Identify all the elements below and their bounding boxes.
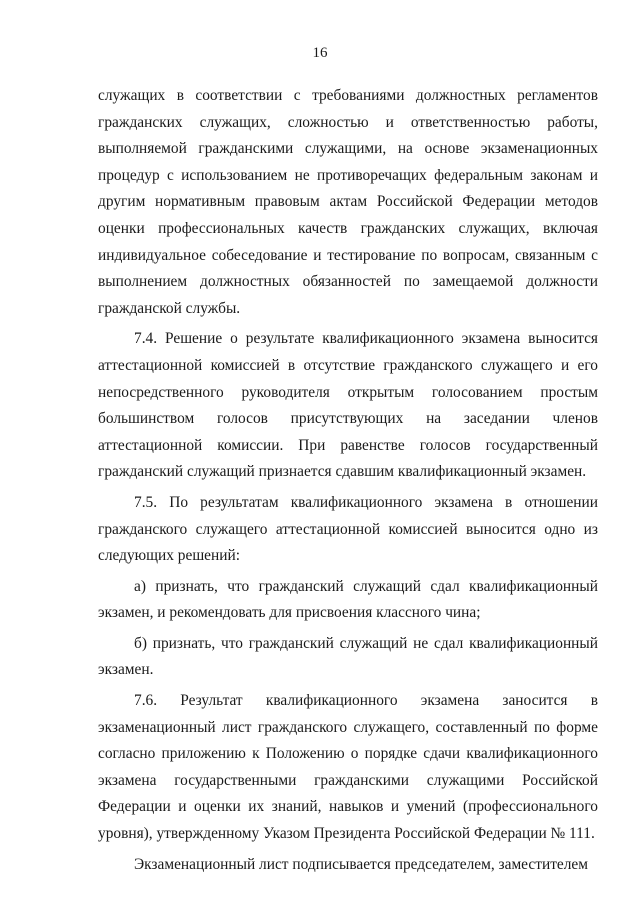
paragraph-continuation: служащих в соответствии с требованиями должностных регламентов гражданских служащих, сложностью и ответственностью работы, выполняемой гражданскими служащими, на основе экзаменационных процедур с использованием не противоречащих федеральным законам и другим нормативным правовым актам Российской Федерации методов оценки профессиональных качеств гражданских служащих, включая индивидуальное собеседование и тестирование по вопросам, связанным с выполнением должностных обязанностей по замещаемой должности гражданской службы.	[98, 87, 598, 317]
paragraph-7-5: 7.5. По результатам квалификационного экзамена в отношении гражданского служащего аттестационной комиссией выносится одно из следующих решений:	[98, 493, 598, 565]
paragraph-7-5-a: а) признать, что гражданский служащий сдал квалификационный экзамен, и рекомендовать для присвоения классного чина;	[98, 577, 598, 622]
paragraph-7-6: 7.6. Результат квалификационного экзамена заносится в экзаменационный лист гражданского служащего, составленный по форме согласно приложению к Положению о порядке сдачи квалификационного экзамена государственными гражданскими служащими Российской Федерации и оценки их знаний, навыков и умений (профессионального уровня), утвержденному Указом Президента Российской Федерации № 111.	[98, 692, 598, 843]
document-body	[98, 83, 598, 882]
paragraph-7-5-b: б) признать, что гражданский служащий не сдал квалификационный экзамен.	[98, 634, 598, 679]
paragraph-7-4: 7.4. Решение о результате квалификационного экзамена выносится аттестационной комиссией в отсутствие гражданского служащего и его непосредственного руководителя открытым голосованием простым большинством голосов присутствующих на заседании членов аттестационной комиссии. При равенстве голосов государственный гражданский служащий признается сдавшим квалификационный экзамен.	[98, 330, 598, 481]
page-number: 16	[312, 45, 328, 61]
paragraph-exam-sheet: Экзаменационный лист подписывается председателем, заместителем	[134, 855, 589, 873]
